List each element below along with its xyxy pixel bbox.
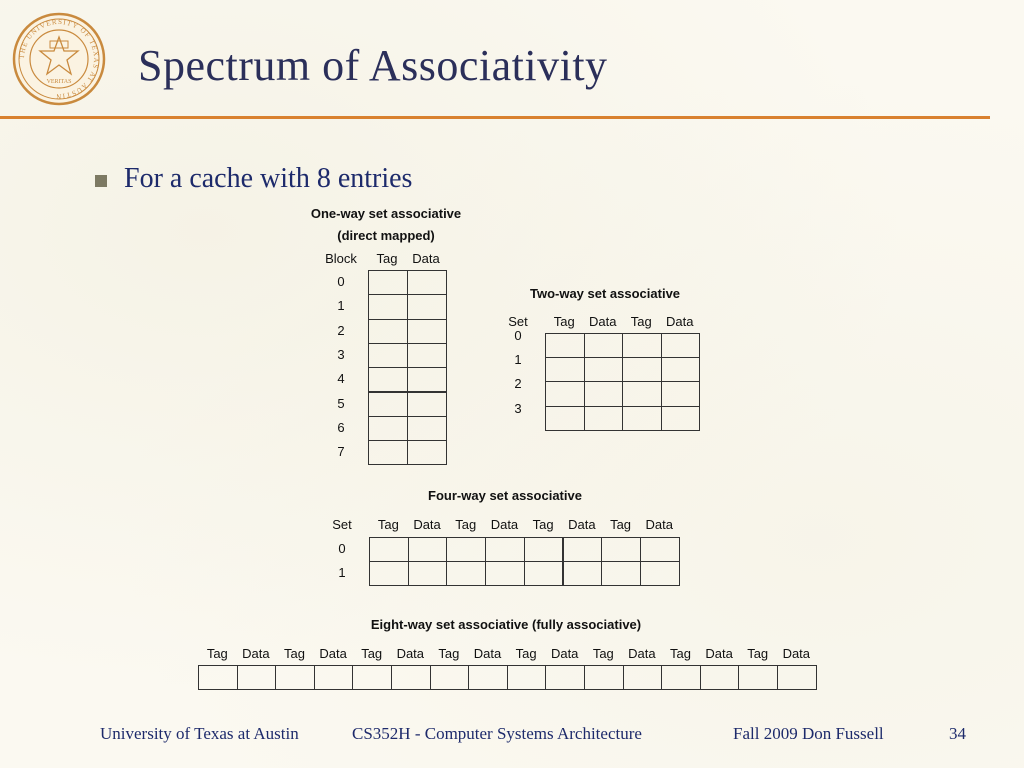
two-way-tag-cell [622, 333, 662, 358]
eight-way-data-cell [700, 665, 740, 690]
two-way-data-cell [661, 357, 701, 382]
footer-course: CS352H - Computer Systems Architecture [352, 724, 642, 743]
one-way-header-data: Data [412, 251, 440, 266]
four-way-data-cell [485, 537, 525, 562]
four-way-header-tag: Tag [532, 517, 554, 532]
two-way-data-cell [584, 357, 624, 382]
two-way-set-number: 1 [514, 352, 522, 368]
one-way-tag-cell [368, 416, 408, 441]
two-way-data-cell [661, 406, 701, 431]
two-way-data-cell [584, 333, 624, 358]
two-way-data-cell [584, 406, 624, 431]
one-way-data-cell [407, 440, 447, 465]
seal-motto: VERITAS [46, 79, 72, 85]
eight-way-header-tag: Tag [670, 646, 691, 661]
one-way-title: One-way set associative [310, 206, 462, 221]
one-way-data-cell [407, 270, 447, 295]
four-way-header-tag: Tag [455, 517, 477, 532]
eight-way-title: Eight-way set associative (fully associative) [370, 617, 642, 632]
eight-way-data-cell [623, 665, 663, 690]
four-way-tag-cell [446, 561, 486, 586]
one-way-tag-cell [368, 440, 408, 465]
one-way-block-number: 3 [337, 346, 345, 362]
eight-way-data-cell [237, 665, 277, 690]
four-way-header-set: Set [332, 517, 352, 532]
four-way-header-data: Data [490, 517, 519, 532]
one-way-tag-cell [368, 392, 408, 417]
bullet-square-icon [95, 175, 107, 187]
four-way-header-data: Data [645, 517, 673, 532]
one-way-header-tag: Tag [376, 251, 398, 266]
four-way-data-cell [563, 537, 603, 562]
four-way-tag-cell [524, 561, 564, 586]
eight-way-header-tag: Tag [361, 646, 383, 661]
eight-way-header-tag: Tag [284, 646, 305, 661]
eight-way-header-data: Data [473, 646, 502, 661]
four-way-data-cell [640, 561, 680, 586]
eight-way-tag-cell [507, 665, 547, 690]
two-way-tag-cell [622, 357, 662, 382]
eight-way-data-cell [777, 665, 817, 690]
eight-way-header-tag: Tag [592, 646, 614, 661]
title-divider [0, 116, 990, 119]
university-seal-logo [12, 12, 106, 106]
eight-way-header-data: Data [396, 646, 425, 661]
footer-term-author: Fall 2009 Don Fussell [733, 724, 884, 743]
two-way-data-cell [661, 333, 701, 358]
one-way-block-number: 7 [337, 444, 345, 460]
eight-way-header-data: Data [705, 646, 733, 661]
two-way-set-number: 0 [514, 328, 522, 343]
four-way-tag-cell [601, 537, 641, 562]
four-way-header-data: Data [568, 517, 596, 532]
eight-way-header-tag: Tag [747, 646, 769, 661]
four-way-header-tag: Tag [610, 517, 632, 532]
four-way-data-cell [563, 561, 603, 586]
two-way-data-cell [584, 381, 624, 406]
eight-way-tag-cell [661, 665, 701, 690]
two-way-tag-cell [545, 381, 585, 406]
four-way-data-cell [640, 537, 680, 562]
seal-icon [12, 12, 106, 106]
two-way-header-set: Set [508, 314, 528, 329]
four-way-header-tag: Tag [377, 517, 399, 532]
footer-university: University of Texas at Austin [100, 724, 299, 743]
two-way-tag-cell [545, 406, 585, 431]
four-way-tag-cell [524, 537, 564, 562]
four-way-header-data: Data [413, 517, 441, 532]
slide-title: Spectrum of Associativity [138, 41, 608, 90]
one-way-data-cell [407, 294, 447, 319]
eight-way-data-cell [468, 665, 508, 690]
one-way-data-cell [407, 416, 447, 441]
one-way-tag-cell [368, 367, 408, 392]
four-way-set-number: 1 [338, 565, 346, 580]
eight-way-header-data: Data [242, 646, 270, 661]
one-way-data-cell [407, 367, 447, 392]
one-way-header-block: Block [325, 251, 357, 266]
eight-way-header-tag: Tag [515, 646, 537, 661]
eight-way-header-tag: Tag [206, 646, 228, 661]
eight-way-header-data: Data [628, 646, 656, 661]
eight-way-header-data: Data [319, 646, 347, 661]
one-way-block-number: 4 [337, 371, 345, 387]
one-way-data-cell [407, 392, 447, 417]
eight-way-tag-cell [738, 665, 778, 690]
four-way-title: Four-way set associative [428, 488, 582, 503]
two-way-tag-cell [545, 357, 585, 382]
four-way-tag-cell [601, 561, 641, 586]
one-way-tag-cell [368, 270, 408, 295]
one-way-block-number: 6 [337, 419, 345, 435]
one-way-block-number: 2 [337, 322, 345, 338]
eight-way-tag-cell [352, 665, 392, 690]
one-way-block-number: 1 [337, 298, 345, 314]
footer-page-number: 34 [949, 724, 966, 743]
one-way-subtitle: (direct mapped) [337, 228, 435, 243]
one-way-block-number: 5 [337, 395, 345, 411]
one-way-tag-cell [368, 343, 408, 368]
two-way-title: Two-way set associative [529, 286, 681, 301]
two-way-data-cell [661, 381, 701, 406]
eight-way-header-data: Data [782, 646, 811, 661]
two-way-tag-cell [622, 406, 662, 431]
four-way-set-number: 0 [338, 541, 346, 556]
four-way-data-cell [485, 561, 525, 586]
two-way-header-data: Data [666, 314, 694, 329]
four-way-tag-cell [446, 537, 486, 562]
one-way-data-cell [407, 343, 447, 368]
eight-way-tag-cell [198, 665, 238, 690]
eight-way-data-cell [545, 665, 585, 690]
one-way-tag-cell [368, 294, 408, 319]
four-way-data-cell [408, 537, 448, 562]
eight-way-header-data: Data [550, 646, 579, 661]
eight-way-tag-cell [275, 665, 315, 690]
one-way-block-number: 0 [337, 274, 345, 289]
two-way-set-number: 3 [514, 400, 522, 416]
two-way-tag-cell [622, 381, 662, 406]
four-way-tag-cell [369, 561, 409, 586]
eight-way-tag-cell [430, 665, 470, 690]
eight-way-data-cell [314, 665, 354, 690]
four-way-tag-cell [369, 537, 409, 562]
eight-way-tag-cell [584, 665, 624, 690]
eight-way-header-tag: Tag [438, 646, 460, 661]
eight-way-data-cell [391, 665, 431, 690]
two-way-header-tag: Tag [553, 314, 575, 329]
two-way-header-tag: Tag [630, 314, 652, 329]
four-way-data-cell [408, 561, 448, 586]
one-way-tag-cell [368, 319, 408, 344]
two-way-set-number: 2 [514, 376, 522, 392]
bullet-text: For a cache with 8 entries [124, 163, 413, 194]
seal-ring-text: THE UNIVERSITY OF TEXAS AT AUSTIN [17, 17, 101, 101]
one-way-data-cell [407, 319, 447, 344]
two-way-tag-cell [545, 333, 585, 358]
two-way-header-data: Data [589, 314, 617, 329]
